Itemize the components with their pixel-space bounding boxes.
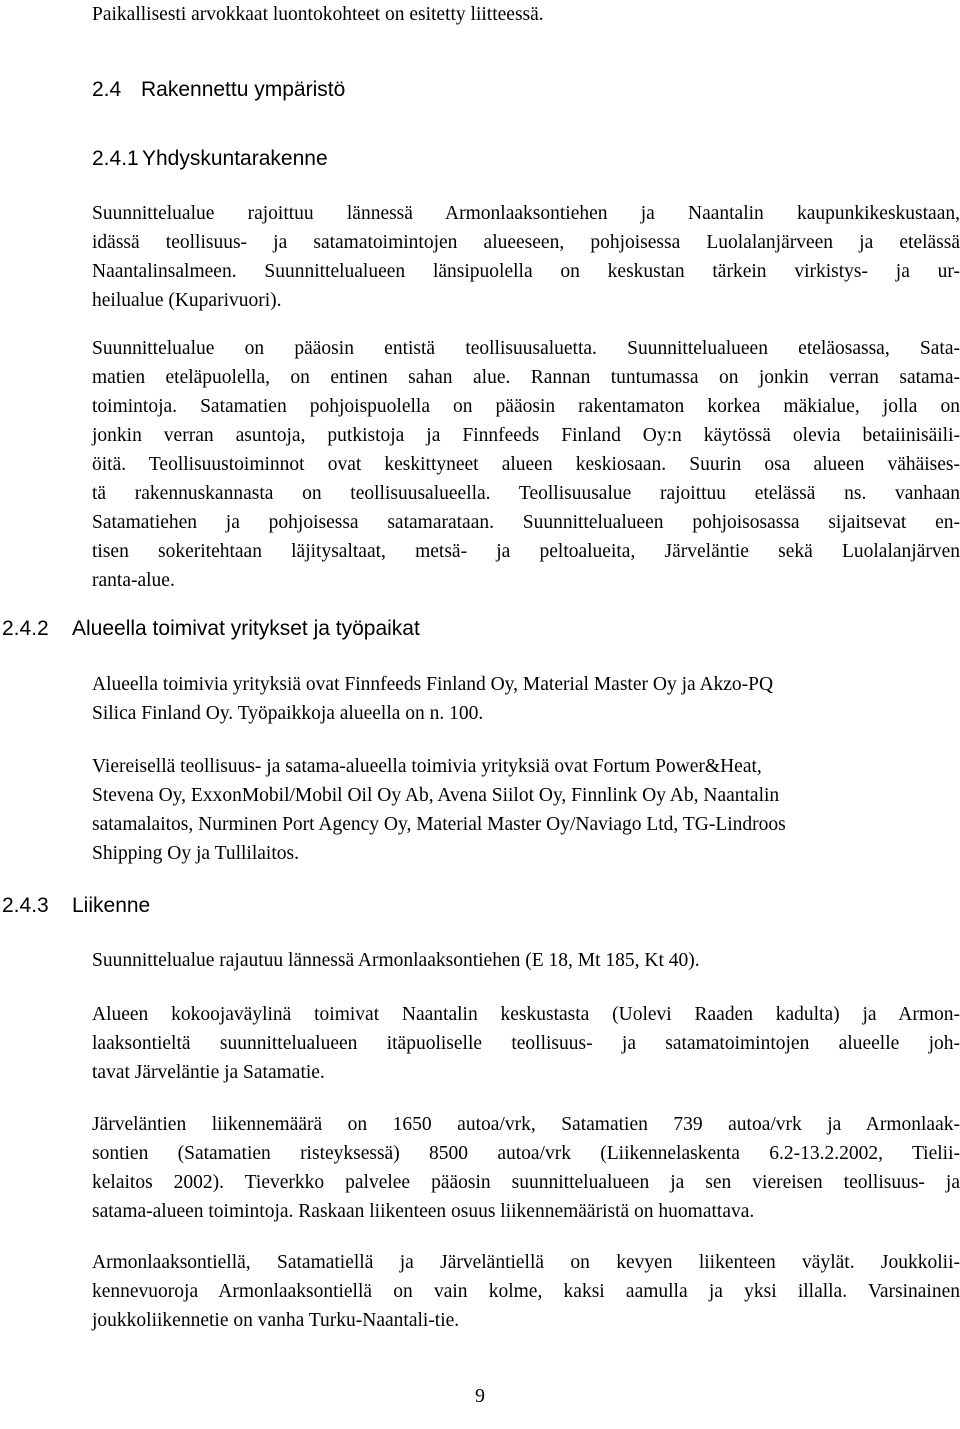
text-line: Naantalinsalmeen. Suunnittelualueen länsipuolella on keskustan tärkein virkistys- ja ur- <box>92 261 960 282</box>
text-line: Alueella toimivia yrityksiä ovat Finnfeeds Finland Oy, Material Master Oy ja Akzo-PQ <box>92 674 774 695</box>
text-line: Suunnittelualue rajautuu lännessä Armonlaaksontiehen (E 18, Mt 185, Kt 40). <box>92 950 700 971</box>
text-line: matien eteläpuolella, on entinen sahan alue. Rannan tuntumassa on jonkin verran satama- <box>92 367 960 388</box>
text-line: öitä. Teollisuustoiminnot ovat keskittyneet alueen keskiosaan. Suurin osa alueen vähäises- <box>92 454 960 475</box>
text-line: Suunnittelualue on pääosin entistä teollisuusaluetta. Suunnittelualueen eteläosassa, Sata- <box>92 338 960 359</box>
heading-2-4-2-number: 2.4.2 <box>2 617 49 640</box>
heading-2-4-1-title: Yhdyskuntarakenne <box>142 147 328 170</box>
text-line: Alueen kokoojaväylinä toimivat Naantalin keskustasta (Uolevi Raaden kadulta) ja Armon- <box>92 1004 960 1025</box>
text-line: Viereisellä teollisuus- ja satama-alueella toimivia yrityksiä ovat Fortum Power&Heat, <box>92 756 762 777</box>
text-line: Järveläntien liikennemäärä on 1650 autoa/vrk, Satamatien 739 autoa/vrk ja Armonlaak- <box>92 1114 960 1135</box>
text-line: ranta-alue. <box>92 570 175 591</box>
heading-2-4 <box>92 77 345 103</box>
heading-2-4-number: 2.4 <box>92 78 122 101</box>
text-line: Stevena Oy, ExxonMobil/Mobil Oil Oy Ab, Avena Siilot Oy, Finnlink Oy Ab, Naantalin <box>92 785 780 806</box>
text-line: Suunnittelualue rajoittuu lännessä Armonlaaksontiehen ja Naantalin kaupunkikeskustaan, <box>92 203 960 224</box>
text-line: heilualue (Kuparivuori). <box>92 290 282 311</box>
text-line: Satamatiehen ja pohjoisessa satamarataan. Suunnittelualueen pohjoisosassa sijaitsevat en- <box>92 512 960 533</box>
heading-2-4-2-title: Alueella toimivat yritykset ja työpaikat <box>72 617 420 640</box>
text-line: satamalaitos, Nurminen Port Agency Oy, Material Master Oy/Naviago Ltd, TG-Lindroos <box>92 814 786 835</box>
text-line: kennevuoroja Armonlaaksontiellä on vain kolme, kaksi aamulla ja yksi illalla. Varsinainen <box>92 1281 960 1302</box>
text-line: kelaitos 2002). Tieverkko palvelee pääosin suunnittelualueen ja sen viereisen teollisuus- ja <box>92 1172 960 1193</box>
text-line: jonkin verran asuntoja, putkistoja ja Finnfeeds Finland Oy:n käytössä olevia betaiinisäili- <box>92 425 960 446</box>
heading-2-4-1 <box>92 146 328 172</box>
text-line: tisen sokeritehtaan läjitysaltaat, metsä- ja peltoalueita, Järveläntie sekä Luolalanjärven <box>92 541 960 562</box>
text-line: Silica Finland Oy. Työpaikkoja alueella on n. 100. <box>92 703 484 724</box>
heading-2-4-2 <box>2 616 420 642</box>
text-line: joukkoliikennetie on vanha Turku-Naantali-tie. <box>92 1310 460 1331</box>
text-line: sontien (Satamatien risteyksessä) 8500 autoa/vrk (Liikennelaskenta 6.2-13.2.2002, Tielii- <box>92 1143 960 1164</box>
liikenne-paragraph-4 <box>92 1248 960 1335</box>
heading-2-4-3 <box>2 893 150 919</box>
text-line: Shipping Oy ja Tullilaitos. <box>92 843 299 864</box>
liikenne-paragraph-3 <box>92 1110 960 1226</box>
heading-2-4-1-number: 2.4.1 <box>92 147 139 170</box>
intro-paragraph <box>92 0 960 29</box>
heading-2-4-3-title: Liikenne <box>72 894 151 917</box>
text-line: toimintoja. Satamatien pohjoispuolella on pääosin rakentamaton korkea mäkialue, jolla on <box>92 396 960 417</box>
yhdyskuntarakenne-paragraph-1 <box>92 199 960 315</box>
yhdyskuntarakenne-paragraph-2 <box>92 334 960 595</box>
intro-text: Paikallisesti arvokkaat luontokohteet on esitetty liitteessä. <box>92 4 544 25</box>
page-number: 9 <box>475 1385 485 1407</box>
text-line: Armonlaaksontiellä, Satamatiellä ja Järveläntiellä on kevyen liikenteen väylät. Joukkolii- <box>92 1252 960 1273</box>
text-line: idässä teollisuus- ja satamatoimintojen alueeseen, pohjoisessa Luolalanjärveen ja etelässä <box>92 232 960 253</box>
heading-2-4-3-number: 2.4.3 <box>2 894 49 917</box>
text-line: tavat Järveläntie ja Satamatie. <box>92 1062 325 1083</box>
text-line: laaksontieltä suunnittelualueen itäpuoliselle teollisuus- ja satamatoimintojen alueelle joh- <box>92 1033 960 1054</box>
text-line: tä rakennuskannasta on teollisuusalueella. Teollisuusalue rajoittuu etelässä ns. vanhaan <box>92 483 960 504</box>
yritykset-paragraph-2 <box>92 752 960 868</box>
yritykset-paragraph-1 <box>92 670 960 728</box>
liikenne-paragraph-2 <box>92 1000 960 1087</box>
liikenne-paragraph-1 <box>92 946 960 975</box>
heading-2-4-title: Rakennettu ympäristö <box>141 78 346 101</box>
text-line: satama-alueen toimintoja. Raskaan liikenteen osuus liikennemääristä on huomattava. <box>92 1201 755 1222</box>
